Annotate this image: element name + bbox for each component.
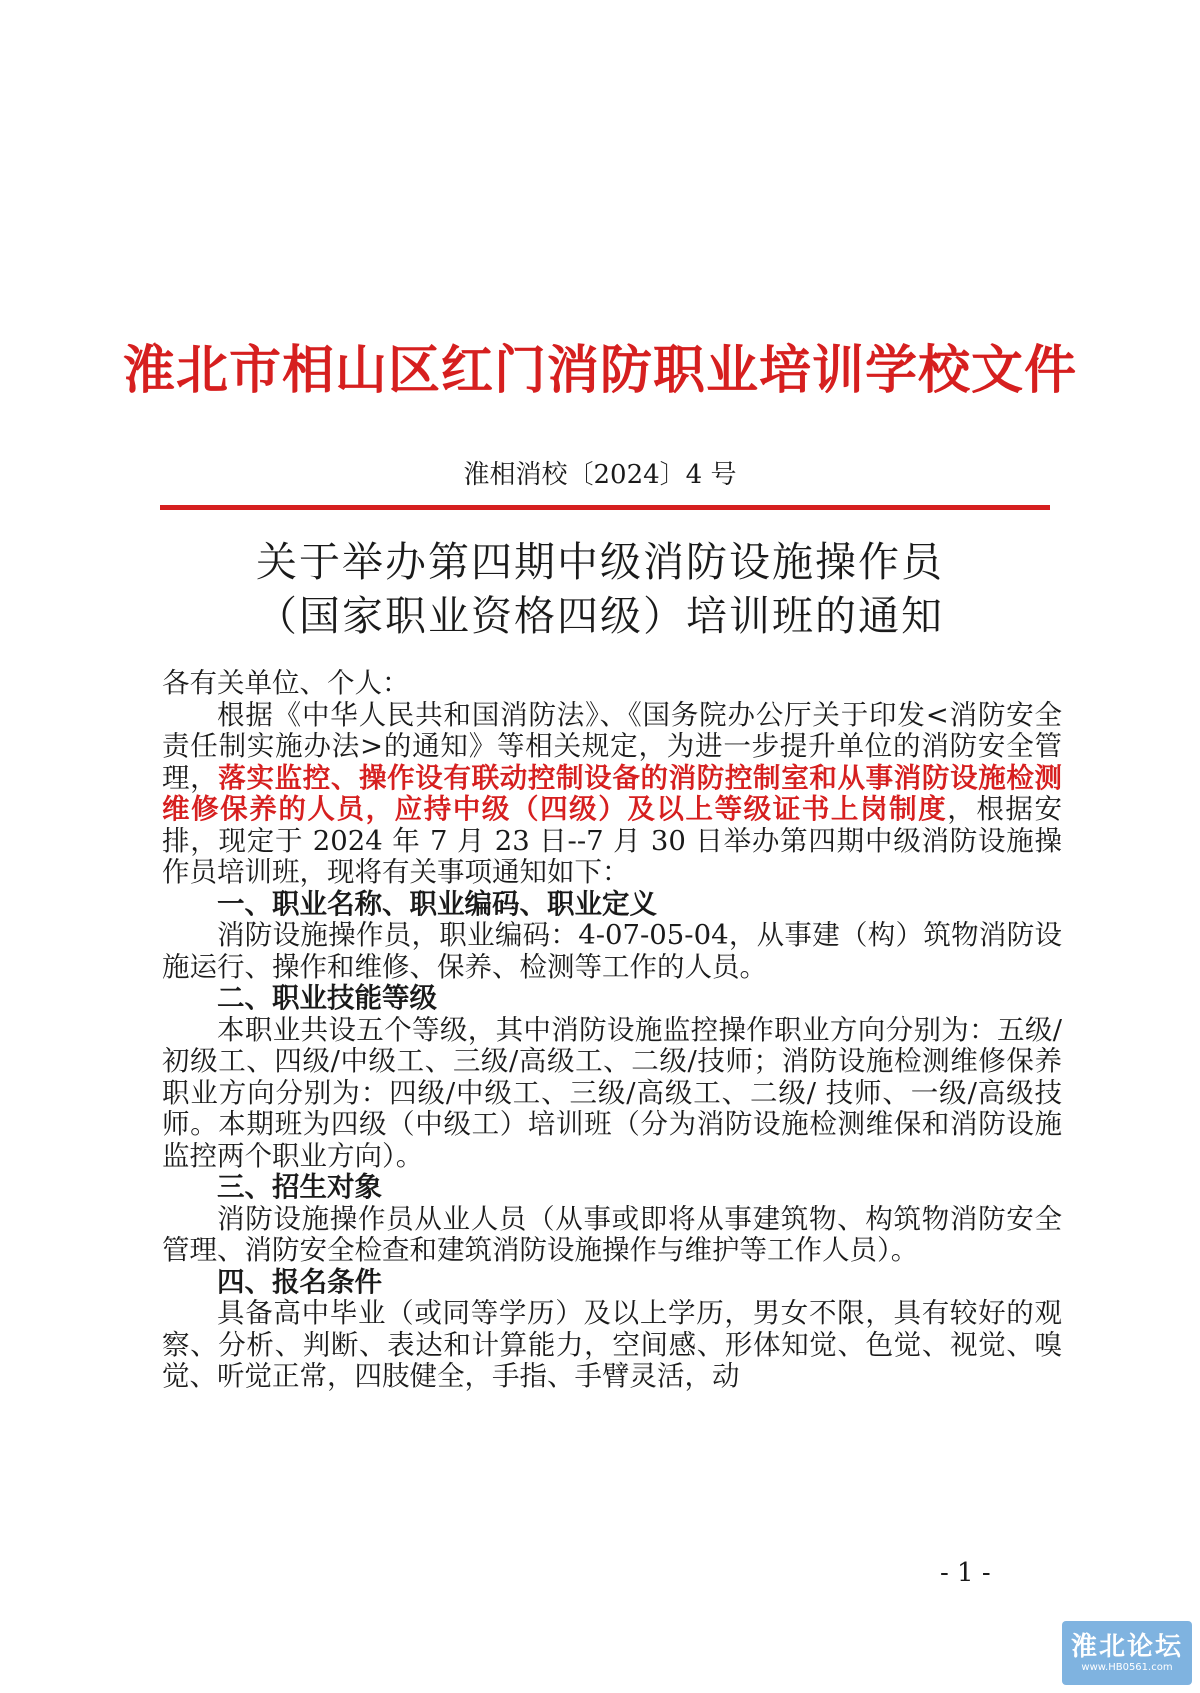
intro-text-before: 根据《中华人民共和国消防法》、《国务院办公厅关于印发<消防安全责任制实施办法>的通知》等相关规定，为进一步提升单位的消防安全管理， [162,698,1062,794]
section-text-2: 本职业共设五个等级，其中消防设施监控操作职业方向分别为：五级/初级工、四级/中级工、三级/高级工、二级/技师；消防设施检测维修保养职业方向分别为：四级/中级工、三级/高级工、二级/ 技师、一级/高级技师。本期班为四级（中级工）培训班（分为消防设施检测维保和消防设施监控两个职业方向）。 [162,1013,1062,1172]
section-heading-1: 一、职业名称、职业编码、职业定义 [217,887,657,920]
section-heading-3: 三、招生对象 [217,1171,382,1203]
page-number: - 1 - [940,1558,991,1588]
document-number: 淮相消校〔2024〕4 号 [463,460,737,490]
watermark-name: 淮北论坛 [1070,1632,1183,1663]
notice-title [0,535,1200,643]
section-text-3: 消防设施操作员从业人员（从事或即将从事建筑物、构筑物消防安全管理、消防安全检查和建筑消防设施操作与维护等工作人员）。 [162,1202,1062,1266]
notice-body [162,668,1062,1393]
salutation: 各有关单位、个人： [162,667,410,699]
notice-title-line-2: （国家职业资格四级）培训班的通知 [256,592,944,641]
document-header-title: 淮北市相山区红门消防职业培训学校文件 [122,341,1077,401]
watermark-url: www.HB0561.com [1081,1661,1173,1673]
section-heading-4: 四、报名条件 [217,1265,382,1298]
section-text-1: 消防设施操作员，职业编码：4-07-05-04，从事建（构）筑物消防设施运行、操作和维修、保养、检测等工作的人员。 [162,919,1062,983]
section-text-4: 具备高中毕业（或同等学历）及以上学历，男女不限，具有较好的观察、分析、判断、表达和计算能力，空间感、形体知觉、色觉、视觉、嗅觉、听觉正常，四肢健全，手指、手臂灵活，动 [162,1297,1062,1392]
notice-title-line-1: 关于举办第四期中级消防设施操作员 [256,538,944,586]
intro-paragraph [162,700,1062,889]
section-heading-2: 二、职业技能等级 [217,982,437,1014]
forum-watermark-logo [1062,1621,1192,1685]
intro-highlight: 落实监控、操作设有联动控制设备的消防控制室和从事消防设施检测维修保养的人员，应持中级（四级）及以上等级证书上岗制度 [162,761,1063,825]
header-divider [160,505,1050,510]
intro-text-after: ，根据安排，现定于 2024 年 7 月 23 日--7 月 30 日举办第四期中级消防设施操作员培训班，现将有关事项通知如下： [162,793,1062,888]
